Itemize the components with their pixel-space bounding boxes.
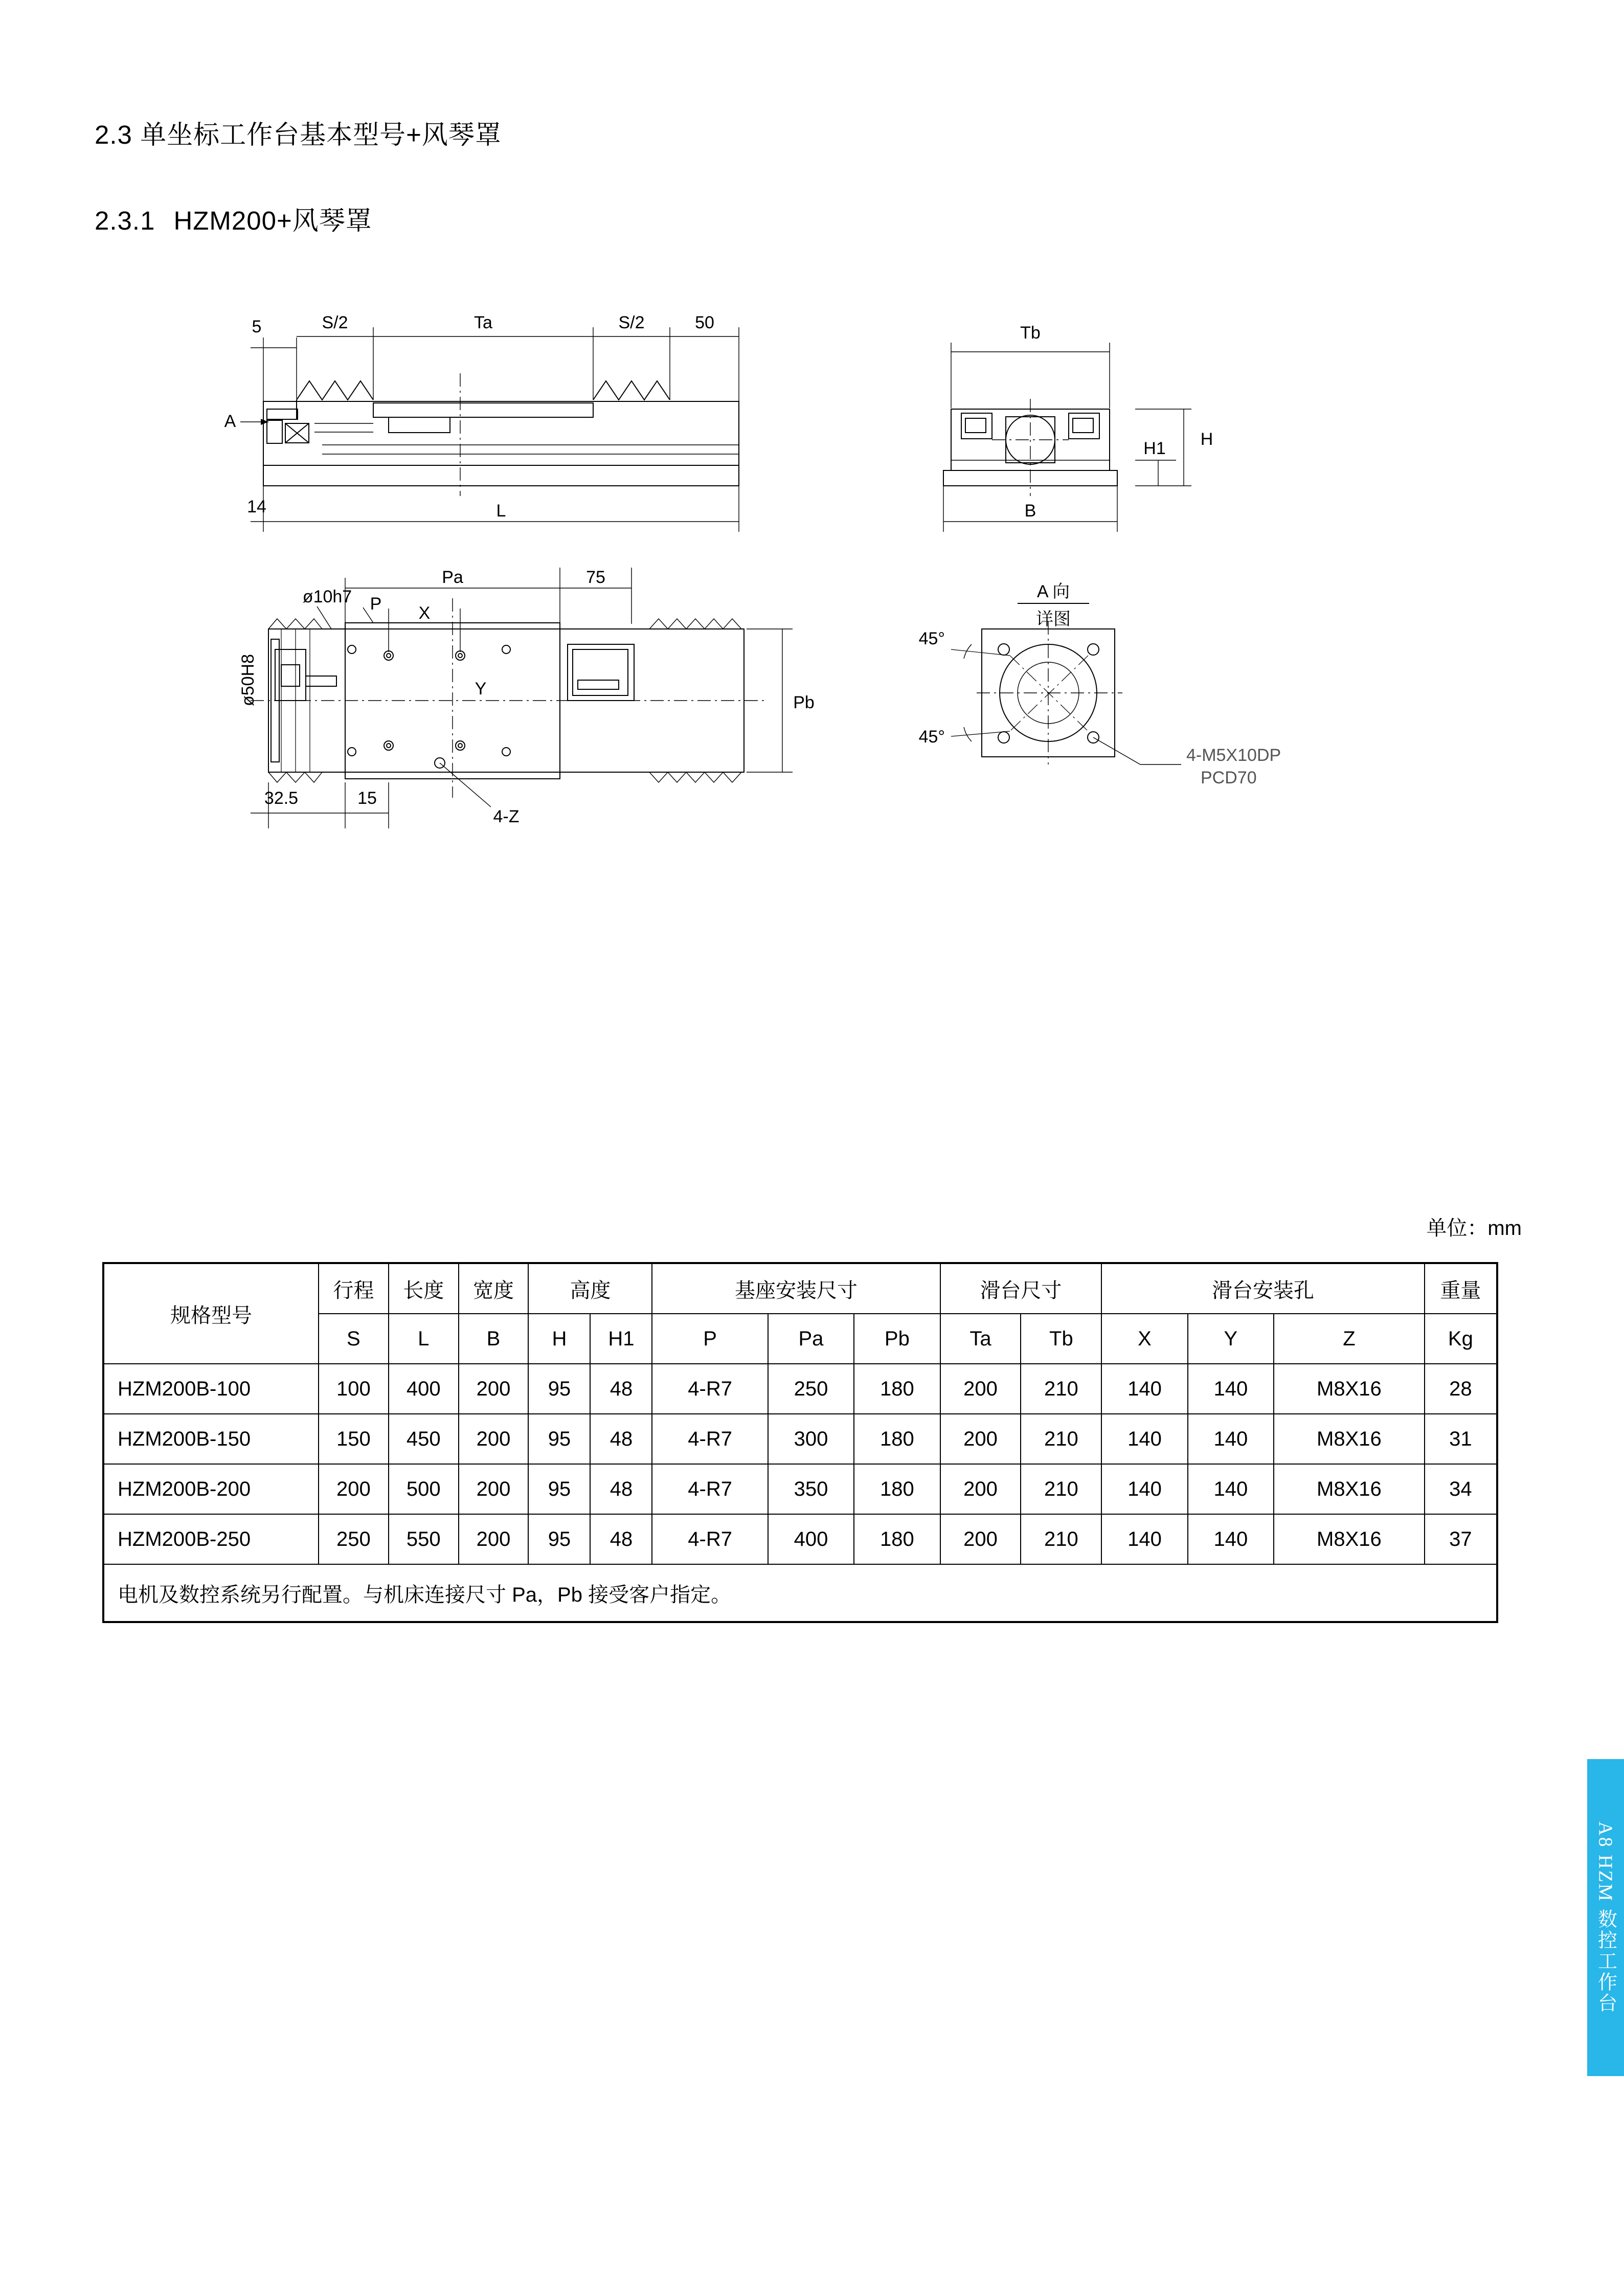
- drawing-dimension-labels-plan: [238, 568, 815, 826]
- angle-45-top-label: 45°: [918, 629, 945, 648]
- dim-4z-label: 4-Z: [493, 807, 520, 826]
- header-sym-h: H: [528, 1314, 590, 1364]
- cell-h: 95: [528, 1514, 590, 1564]
- drawing-plan-view: [251, 598, 767, 798]
- cell-y: 140: [1188, 1514, 1274, 1564]
- cell-z: M8X16: [1274, 1414, 1425, 1464]
- header-weight: 重量: [1425, 1263, 1497, 1314]
- dim-y-label: Y: [475, 679, 487, 699]
- dim-ta-label: Ta: [474, 313, 492, 332]
- cell-l: 400: [389, 1364, 459, 1414]
- cell-h: 95: [528, 1464, 590, 1514]
- cell-h: 95: [528, 1414, 590, 1464]
- cell-y: 140: [1188, 1414, 1274, 1464]
- dim-x-label: X: [418, 603, 431, 623]
- cell-h: 95: [528, 1364, 590, 1414]
- header-width: 宽度: [459, 1263, 529, 1314]
- angle-45-bottom-label: 45°: [918, 727, 945, 747]
- cell-p: 4-R7: [652, 1364, 768, 1414]
- callout-pcd70-label: PCD70: [1201, 768, 1257, 787]
- dim-s2-right-label: S/2: [618, 313, 645, 332]
- cell-tb: 210: [1021, 1414, 1101, 1464]
- dim-b-label: B: [1024, 501, 1036, 521]
- subsection-heading: [95, 199, 372, 237]
- cell-p: 4-R7: [652, 1464, 768, 1514]
- section-heading: 2.3 单坐标工作台基本型号+风琴罩: [95, 120, 502, 149]
- cell-pa: 250: [768, 1364, 854, 1414]
- header-sym-ta: Ta: [940, 1314, 1021, 1364]
- subsection-number: 2.3.1: [95, 206, 155, 235]
- cell-pb: 180: [854, 1464, 940, 1514]
- dim-d50h8-label: ø50H8: [238, 654, 258, 707]
- cell-model: HZM200B-150: [103, 1414, 319, 1464]
- drawing-dimension-labels-end: [1020, 323, 1213, 521]
- header-model: 规格型号: [103, 1263, 319, 1364]
- drawing-dimensions-plan: [251, 568, 793, 828]
- cell-model: HZM200B-250: [103, 1514, 319, 1564]
- drawing-leader-lines: [317, 606, 491, 807]
- detail-a-title-2: 详图: [1036, 610, 1071, 629]
- cell-z: M8X16: [1274, 1464, 1425, 1514]
- spec-table-wrapper: [102, 1262, 1498, 1623]
- cell-s: 250: [319, 1514, 389, 1564]
- spec-table: [102, 1262, 1498, 1623]
- cell-x: 140: [1101, 1364, 1187, 1414]
- cell-pa: 300: [768, 1414, 854, 1464]
- side-tab-label: A8 HZM 数控工作台: [1594, 1821, 1616, 2014]
- cell-s: 100: [319, 1364, 389, 1414]
- view-arrow-a-label: A: [224, 412, 236, 431]
- dim-15-label: 15: [357, 789, 377, 808]
- table-header-row-1: [103, 1263, 1497, 1314]
- dim-d10h7-label: ø10h7: [302, 587, 352, 606]
- detail-a-title-1: A 向: [1036, 582, 1070, 601]
- cell-h1: 48: [590, 1414, 652, 1464]
- table-row: [103, 1414, 1497, 1464]
- cell-z: M8X16: [1274, 1514, 1425, 1564]
- drawing-dimensions-top: [251, 327, 739, 532]
- drawing-dimensions-end: [943, 343, 1191, 532]
- cell-l: 450: [389, 1414, 459, 1464]
- cell-pa: 350: [768, 1464, 854, 1514]
- dim-5-label: 5: [252, 317, 262, 336]
- header-sym-x: X: [1101, 1314, 1187, 1364]
- header-slide-holes: 滑台安装孔: [1101, 1263, 1424, 1314]
- header-sym-y: Y: [1188, 1314, 1274, 1364]
- cell-kg: 37: [1425, 1514, 1497, 1564]
- cell-b: 200: [459, 1414, 529, 1464]
- cell-pa: 400: [768, 1514, 854, 1564]
- table-row: [103, 1364, 1497, 1414]
- cell-kg: 31: [1425, 1414, 1497, 1464]
- header-sym-pb: Pb: [854, 1314, 940, 1364]
- cell-kg: 34: [1425, 1464, 1497, 1514]
- cell-kg: 28: [1425, 1364, 1497, 1414]
- header-sym-s: S: [319, 1314, 389, 1364]
- dim-pa-label: Pa: [442, 568, 463, 587]
- table-footnote-row: [103, 1564, 1497, 1622]
- cell-s: 200: [319, 1464, 389, 1514]
- cell-tb: 210: [1021, 1364, 1101, 1414]
- cell-b: 200: [459, 1464, 529, 1514]
- cell-h1: 48: [590, 1514, 652, 1564]
- cell-h1: 48: [590, 1464, 652, 1514]
- cell-l: 500: [389, 1464, 459, 1514]
- dim-h-label: H: [1200, 430, 1213, 449]
- cell-x: 140: [1101, 1514, 1187, 1564]
- cell-model: HZM200B-200: [103, 1464, 319, 1514]
- cell-model: HZM200B-100: [103, 1364, 319, 1414]
- cell-y: 140: [1188, 1464, 1274, 1514]
- cell-x: 140: [1101, 1414, 1187, 1464]
- header-sym-h1: H1: [590, 1314, 652, 1364]
- dim-32-5-label: 32.5: [264, 789, 299, 808]
- dim-14-label: 14: [247, 497, 266, 516]
- technical-drawing: [220, 291, 1447, 1007]
- cell-pb: 180: [854, 1514, 940, 1564]
- table-row: [103, 1514, 1497, 1564]
- drawing-end-view: [943, 399, 1117, 496]
- table-row: [103, 1464, 1497, 1514]
- header-base-mount: 基座安装尺寸: [652, 1263, 940, 1314]
- callout-m5x10dp-label: 4-M5X10DP: [1186, 746, 1281, 765]
- dim-pb-label: Pb: [793, 693, 815, 712]
- dim-p-label: P: [370, 594, 382, 614]
- unit-note: 单位：mm: [1426, 1217, 1522, 1240]
- cell-l: 550: [389, 1514, 459, 1564]
- dim-50-label: 50: [695, 313, 714, 332]
- header-length: 长度: [389, 1263, 459, 1314]
- header-height: 高度: [528, 1263, 652, 1314]
- header-sym-z: Z: [1274, 1314, 1425, 1364]
- cell-ta: 200: [940, 1514, 1021, 1564]
- header-sym-b: B: [459, 1314, 529, 1364]
- dim-75-label: 75: [586, 568, 605, 587]
- view-arrow-a: [240, 419, 268, 425]
- cell-x: 140: [1101, 1464, 1187, 1514]
- side-tab: [1587, 1759, 1624, 2076]
- cell-p: 4-R7: [652, 1514, 768, 1564]
- cell-s: 150: [319, 1414, 389, 1464]
- drawing-front-view: [263, 373, 739, 496]
- dim-s2-left-label: S/2: [322, 313, 348, 332]
- subsection-title: HZM200+风琴罩: [173, 206, 372, 235]
- header-slide-size: 滑台尺寸: [940, 1263, 1102, 1314]
- cell-ta: 200: [940, 1414, 1021, 1464]
- header-sym-pa: Pa: [768, 1314, 854, 1364]
- cell-p: 4-R7: [652, 1414, 768, 1464]
- cell-ta: 200: [940, 1364, 1021, 1414]
- cell-y: 140: [1188, 1364, 1274, 1414]
- cell-z: M8X16: [1274, 1364, 1425, 1414]
- dim-l-label: L: [496, 501, 506, 521]
- dim-tb-label: Tb: [1020, 323, 1041, 343]
- header-sym-tb: Tb: [1021, 1314, 1101, 1364]
- cell-b: 200: [459, 1514, 529, 1564]
- cell-tb: 210: [1021, 1464, 1101, 1514]
- dim-h1-label: H1: [1143, 439, 1166, 458]
- header-sym-kg: Kg: [1425, 1314, 1497, 1364]
- cell-tb: 210: [1021, 1514, 1101, 1564]
- table-footnote: 电机及数控系统另行配置。与机床连接尺寸 Pa，Pb 接受客户指定。: [103, 1564, 1497, 1622]
- cell-pb: 180: [854, 1414, 940, 1464]
- cell-ta: 200: [940, 1464, 1021, 1514]
- header-sym-l: L: [389, 1314, 459, 1364]
- cell-h1: 48: [590, 1364, 652, 1414]
- header-sym-p: P: [652, 1314, 768, 1364]
- cell-pb: 180: [854, 1364, 940, 1414]
- header-stroke: 行程: [319, 1263, 389, 1314]
- cell-b: 200: [459, 1364, 529, 1414]
